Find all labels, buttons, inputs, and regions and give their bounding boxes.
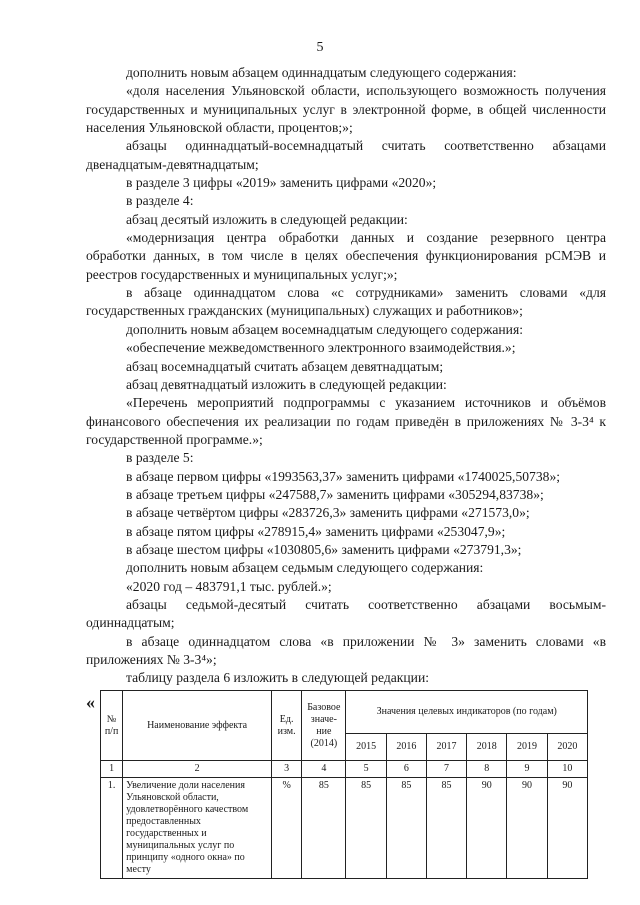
paragraph: «Перечень мероприятий подпрограммы с указанием источников и объёмов финансового обеспечения их реализации по годам приведён в приложениях № 3-3⁴ к государственной программе.»; [86, 395, 606, 447]
row-value: 85 [386, 778, 426, 879]
table-column-numbers-row [101, 761, 588, 778]
paragraph: дополнить новым абзацем седьмым следующего содержания: [126, 560, 484, 576]
row-value: 85 [426, 778, 466, 879]
paragraph: в абзаце первом цифры «1993563,37» заменить цифрами «1740025,50738»; [126, 468, 561, 484]
header-values-group: Значения целевых индикаторов (по годам) [346, 691, 588, 734]
paragraph: в разделе 4: [126, 193, 194, 209]
document-body [86, 64, 606, 688]
row-base-value: 85 [302, 778, 346, 879]
column-number: 5 [346, 761, 386, 778]
header-year: 2019 [507, 734, 547, 761]
column-number: 10 [547, 761, 587, 778]
paragraph: абзацы одиннадцатый-восемнадцатый считать соответственно абзацами двенадцатым-девятнадцатым; [86, 138, 606, 172]
column-number: 6 [386, 761, 426, 778]
paragraph: дополнить новым абзацем восемнадцатым следующего содержания: [126, 321, 523, 337]
paragraph: абзац десятый изложить в следующей редакции: [126, 211, 408, 227]
paragraph: абзац девятнадцатый изложить в следующей редакции: [126, 376, 447, 392]
page-number: 5 [316, 40, 324, 55]
column-number: 7 [426, 761, 466, 778]
row-value: 90 [507, 778, 547, 879]
table-opening-quote: « [86, 692, 95, 712]
row-value: 90 [467, 778, 507, 879]
row-value: 90 [547, 778, 587, 879]
column-number: 9 [507, 761, 547, 778]
paragraph: дополнить новым абзацем одиннадцатым следующего содержания: [126, 65, 517, 80]
table-row [101, 778, 588, 879]
paragraph: в абзаце шестом цифры «1030805,6» заменить цифрами «273791,3»; [126, 541, 522, 557]
column-number: 8 [467, 761, 507, 778]
paragraph: таблицу раздела 6 изложить в следующей редакции: [126, 670, 429, 686]
paragraph: в абзаце четвёртом цифры «283726,3» заменить цифрами «271573,0»; [126, 505, 530, 521]
paragraph: в разделе 5: [126, 450, 194, 466]
header-unit: Ед. изм. [272, 691, 302, 761]
header-year: 2017 [426, 734, 466, 761]
paragraph: «доля населения Ульяновской области, использующего возможность получения государственных и муниципальных услуг в электронной форме, в общей численности населения Ульяновской области, процентов;»; [86, 83, 606, 136]
effects-table [100, 690, 588, 879]
column-number: 2 [123, 761, 272, 778]
column-number: 1 [101, 761, 123, 778]
paragraph: в абзаце одиннадцатом слова «в приложении № 3» заменить словами «в приложениях № 3-3⁴»; [86, 633, 606, 667]
header-year: 2018 [467, 734, 507, 761]
row-value: 85 [346, 778, 386, 879]
paragraph: «2020 год – 483791,1 тыс. рублей.»; [126, 578, 332, 594]
row-num: 1. [101, 778, 123, 879]
paragraph: абзац восемнадцатый считать абзацем девятнадцатым; [126, 358, 444, 374]
paragraph: в разделе 3 цифры «2019» заменить цифрами «2020»; [126, 175, 437, 191]
header-name: Наименование эффекта [123, 691, 272, 761]
header-num: № п/п [101, 691, 123, 761]
paragraph: «обеспечение межведомственного электронного взаимодействия.»; [126, 340, 516, 356]
table-header-row [101, 691, 588, 734]
header-year: 2015 [346, 734, 386, 761]
header-year: 2020 [547, 734, 587, 761]
paragraph: в абзаце одиннадцатом слова «с сотрудниками» заменить словами «для государственных гражданских (муниципальных) служащих и работников»; [86, 285, 606, 319]
row-unit: % [272, 778, 302, 879]
header-base: Базовое значе-ние (2014) [302, 691, 346, 761]
column-number: 4 [302, 761, 346, 778]
header-year: 2016 [386, 734, 426, 761]
paragraph: абзацы седьмой-десятый считать соответственно абзацами восьмым-одиннадцатым; [86, 596, 606, 631]
paragraph: в абзаце третьем цифры «247588,7» заменить цифрами «305294,83738»; [126, 486, 544, 502]
row-effect-name: Увеличение доли населения Ульяновской области, удовлетворённого качеством предоставленных государственных и муниципальных услуг по принципу «одного окна» по месту [123, 778, 272, 879]
paragraph: «модернизация центра обработки данных и создание резервного центра обработки данных, в том числе в целях обеспечения функционирования рСМЭВ и реестров государственных и муниципальных услуг;»; [86, 230, 606, 282]
paragraph: в абзаце пятом цифры «278915,4» заменить цифрами «253047,9»; [126, 523, 506, 539]
column-number: 3 [272, 761, 302, 778]
